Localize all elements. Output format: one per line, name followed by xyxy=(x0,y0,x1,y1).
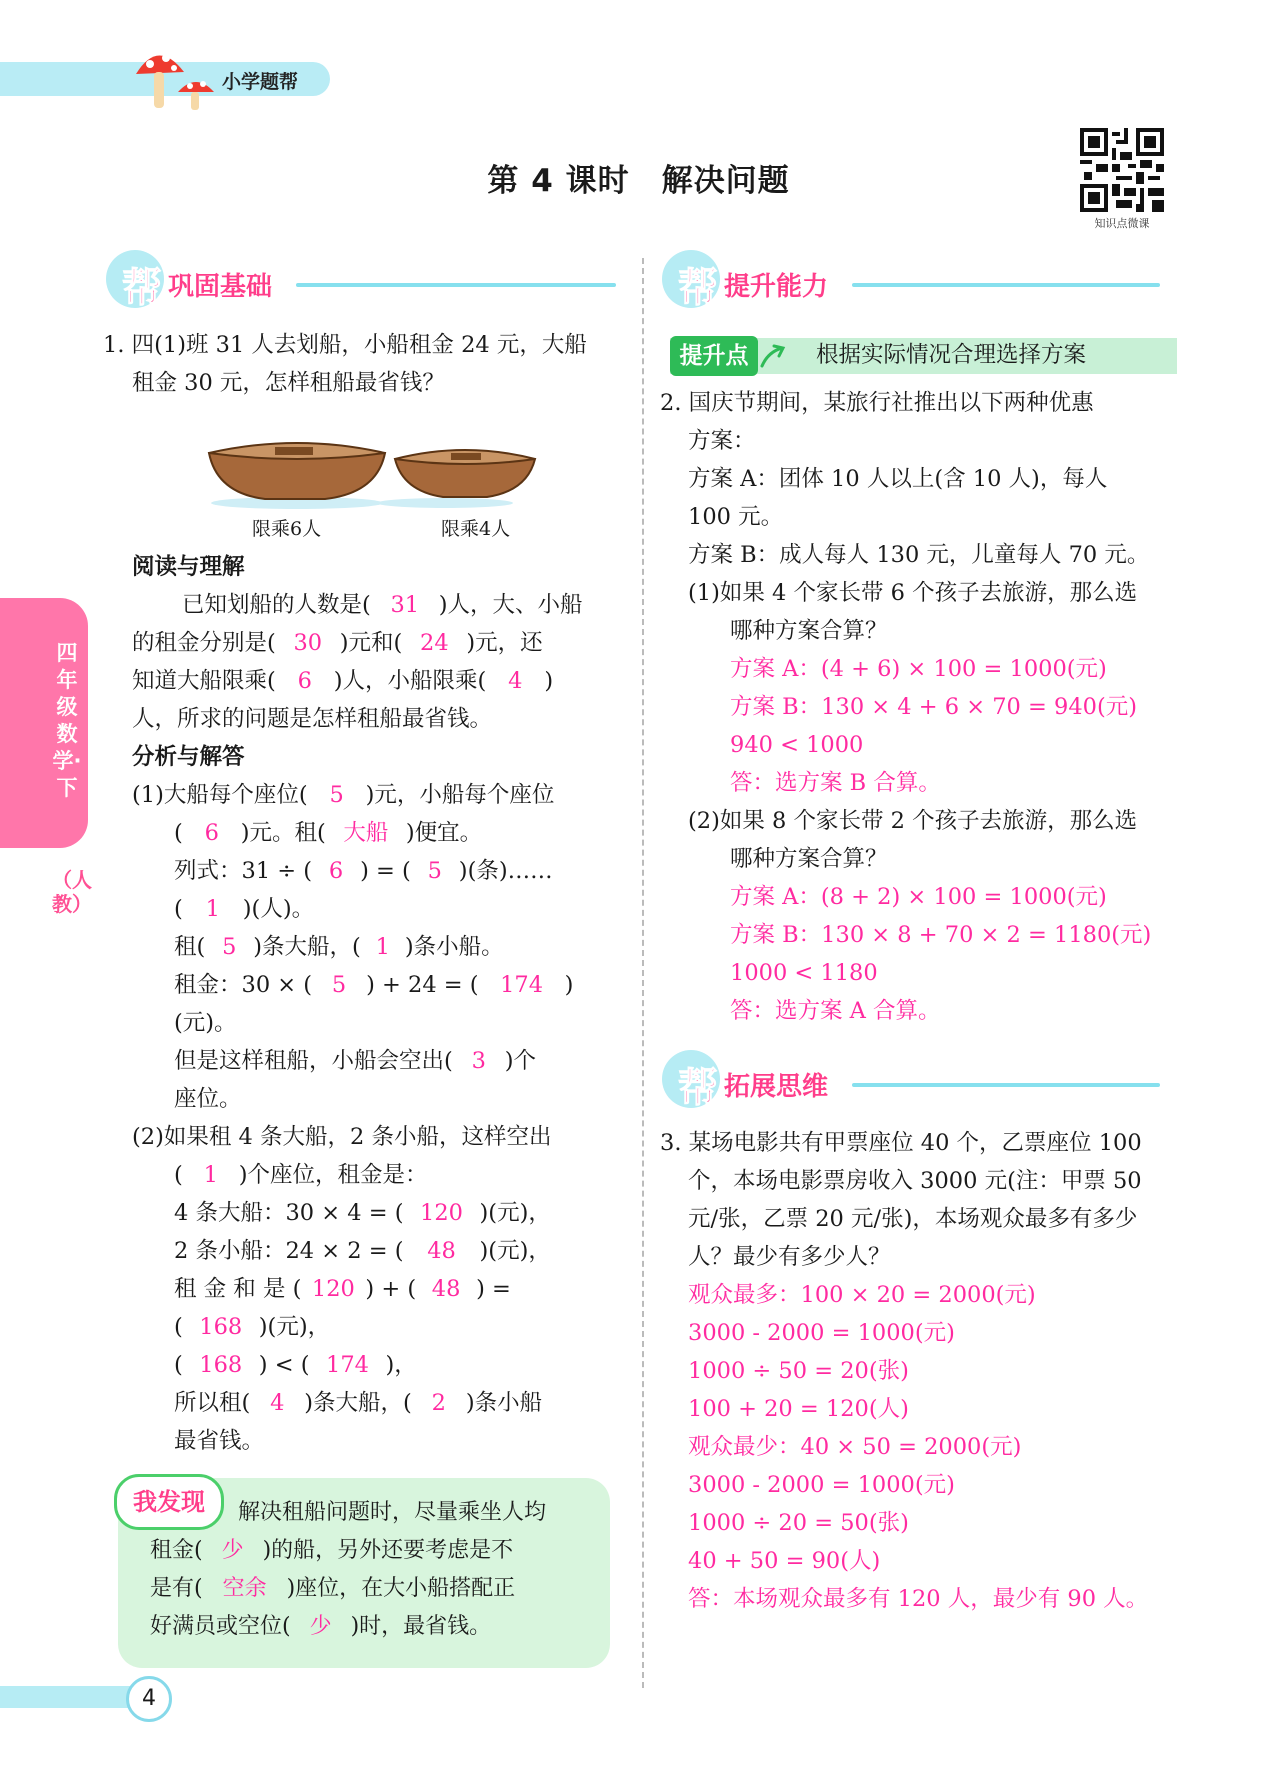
answer: 174 xyxy=(326,1352,369,1378)
q1-read-line: 知道大船限乘( 6 )人，小船限乘( 4 ) xyxy=(132,662,553,701)
answer: 3000 - 2000 = 1000(元) xyxy=(688,1472,955,1498)
q1-step: 租金：30 × ( 5 ) + 24 = ( 174 ) xyxy=(174,966,573,1005)
answer: 1000 < 1180 xyxy=(730,960,878,986)
answer: 2 xyxy=(431,1390,446,1416)
tisheng-text: 根据实际情况合理选择方案 xyxy=(816,342,1087,368)
page-bar xyxy=(0,1686,140,1708)
answer: 31 xyxy=(390,592,420,618)
q1-step: ( 1 )(人)。 xyxy=(174,890,314,929)
side-tab-edition: （人教） xyxy=(52,868,92,916)
q1-read-line: 人，所求的问题是怎样租船最省钱。 xyxy=(132,706,493,732)
section-header-improve: 帮 提升能力 xyxy=(662,250,1162,312)
answer: 方案 B：130 × 8 + 70 × 2 = 1180(元) xyxy=(730,922,1152,948)
q1-step: 座位。 xyxy=(174,1086,242,1112)
answer: 120 xyxy=(311,1276,355,1302)
answer: 观众最多：100 × 20 = 2000(元) xyxy=(688,1282,1036,1308)
qr-code-icon[interactable] xyxy=(1080,128,1164,212)
answer: 5 xyxy=(222,934,237,960)
q1-step: ( 6 )元。租( 大船 )便宜。 xyxy=(174,814,482,853)
answer: 大船 xyxy=(343,820,389,846)
section-title: 提升能力 xyxy=(724,272,829,302)
subheading: 阅读与理解 xyxy=(132,554,245,580)
page-title: 第 4 课时 解决问题 xyxy=(487,163,790,199)
section-title: 拓展思维 xyxy=(724,1072,829,1102)
answer: 答：选方案 A 合算。 xyxy=(730,998,941,1024)
discover-badge: 我发现 xyxy=(114,1474,224,1530)
answer: 5 xyxy=(427,858,442,884)
q1-step: ( 168 )(元)， xyxy=(174,1308,330,1347)
boat-big-caption: 限乘6人 xyxy=(252,518,322,540)
answer: 940 < 1000 xyxy=(730,732,864,758)
answer: 100 + 20 = 120(人) xyxy=(688,1396,909,1422)
answer: 120 xyxy=(420,1200,463,1226)
answer: 5 xyxy=(329,782,344,808)
section-header-consolidate: 帮 巩固基础 xyxy=(106,250,616,312)
answer: 4 xyxy=(270,1390,285,1416)
column-divider xyxy=(642,258,644,1688)
answer: 3 xyxy=(471,1048,486,1074)
q1-text: 1. 四(1)班 31 人去划船，小船租金 24 元，大船 xyxy=(103,332,587,358)
subheading: 分析与解答 xyxy=(132,744,245,770)
answer: 答：本场观众最多有 120 人，最少有 90 人。 xyxy=(688,1586,1149,1612)
answer: 48 xyxy=(427,1238,456,1264)
tisheng-badge: 提升点 xyxy=(670,336,758,376)
answer: 6 xyxy=(328,858,344,884)
answer: 168 xyxy=(199,1352,243,1378)
answer: 30 xyxy=(293,630,323,656)
answer: 空余 xyxy=(222,1576,267,1601)
boat-illustration xyxy=(205,435,540,510)
answer: 1000 ÷ 50 = 20(张) xyxy=(688,1358,909,1384)
answer: 1 xyxy=(375,934,390,960)
answer: 48 xyxy=(431,1276,461,1302)
q1-step: 所以租( 4 )条大船，( 2 )条小船 xyxy=(174,1384,542,1423)
answer: 4 xyxy=(508,668,523,694)
q1-step: 4 条大船：30 × 4 = ( 120 )(元)， xyxy=(174,1194,551,1233)
q1-step: 租( 5 )条大船，( 1 )条小船。 xyxy=(174,928,504,967)
qr-caption: 知识点微课 xyxy=(1094,217,1150,230)
page-number: 4 xyxy=(126,1676,172,1722)
q1-step: 列式：31 ÷ ( 6 ) = ( 5 )(条)…… xyxy=(174,852,553,891)
q1-step: (元)。 xyxy=(174,1010,237,1036)
q1-step: ( 1 )个座位，租金是： xyxy=(174,1156,428,1195)
q1-step: 但是这样租船，小船会空出( 3 )个 xyxy=(174,1042,536,1081)
answer: 3000 - 2000 = 1000(元) xyxy=(688,1320,955,1346)
answer: 方案 A：(4 + 6) × 100 = 1000(元) xyxy=(730,656,1107,682)
answer: 40 + 50 = 90(人) xyxy=(688,1548,881,1574)
answer: 观众最少：40 × 50 = 2000(元) xyxy=(688,1434,1022,1460)
answer: 6 xyxy=(297,668,312,694)
answer: 1 xyxy=(205,896,220,922)
answer: 少 xyxy=(221,1538,244,1563)
q1-step: 租 金 和 是 ( 120 ) + ( 48 ) = xyxy=(174,1270,511,1309)
answer: 1000 ÷ 20 = 50(张) xyxy=(688,1510,909,1536)
boat-small-caption: 限乘4人 xyxy=(441,518,511,540)
q1-step: ( 168 ) < ( 174 )， xyxy=(174,1346,417,1385)
brand-name: 小学题帮 xyxy=(222,71,299,93)
q1-step: 2 条小船：24 × 2 = ( 48 )(元)， xyxy=(174,1232,551,1271)
answer: 24 xyxy=(420,630,449,656)
section-title: 巩固基础 xyxy=(168,272,273,302)
section-header-extend: 帮 拓展思维 xyxy=(662,1050,1162,1112)
answer: 6 xyxy=(204,820,219,846)
q1-step: (1)大船每个座位( 5 )元，小船每个座位 xyxy=(132,776,554,815)
q1-step: 最省钱。 xyxy=(174,1428,265,1454)
q1-read-line: 的租金分别是( 30 )元和( 24 )元，还 xyxy=(132,624,543,663)
arrow-icon xyxy=(758,342,788,372)
mushroom-icon xyxy=(128,42,223,114)
side-tab-subject: 四年级数学·下 xyxy=(52,641,82,800)
answer: 174 xyxy=(500,972,544,998)
answer: 1 xyxy=(203,1162,218,1188)
answer: 5 xyxy=(331,972,347,998)
answer: 168 xyxy=(199,1314,243,1340)
answer: 答：选方案 B 合算。 xyxy=(730,770,941,796)
q1-read-line: 已知划船的人数是( 31 )人，大、小船 xyxy=(182,586,583,625)
answer: 方案 A：(8 + 2) × 100 = 1000(元) xyxy=(730,884,1107,910)
q1-text: 租金 30 元，怎样租船最省钱？ xyxy=(132,370,445,396)
answer: 方案 B：130 × 4 + 6 × 70 = 940(元) xyxy=(730,694,1138,720)
answer: 少 xyxy=(309,1614,332,1639)
q1-step: (2)如果租 4 条大船，2 条小船，这样空出 xyxy=(132,1124,552,1150)
